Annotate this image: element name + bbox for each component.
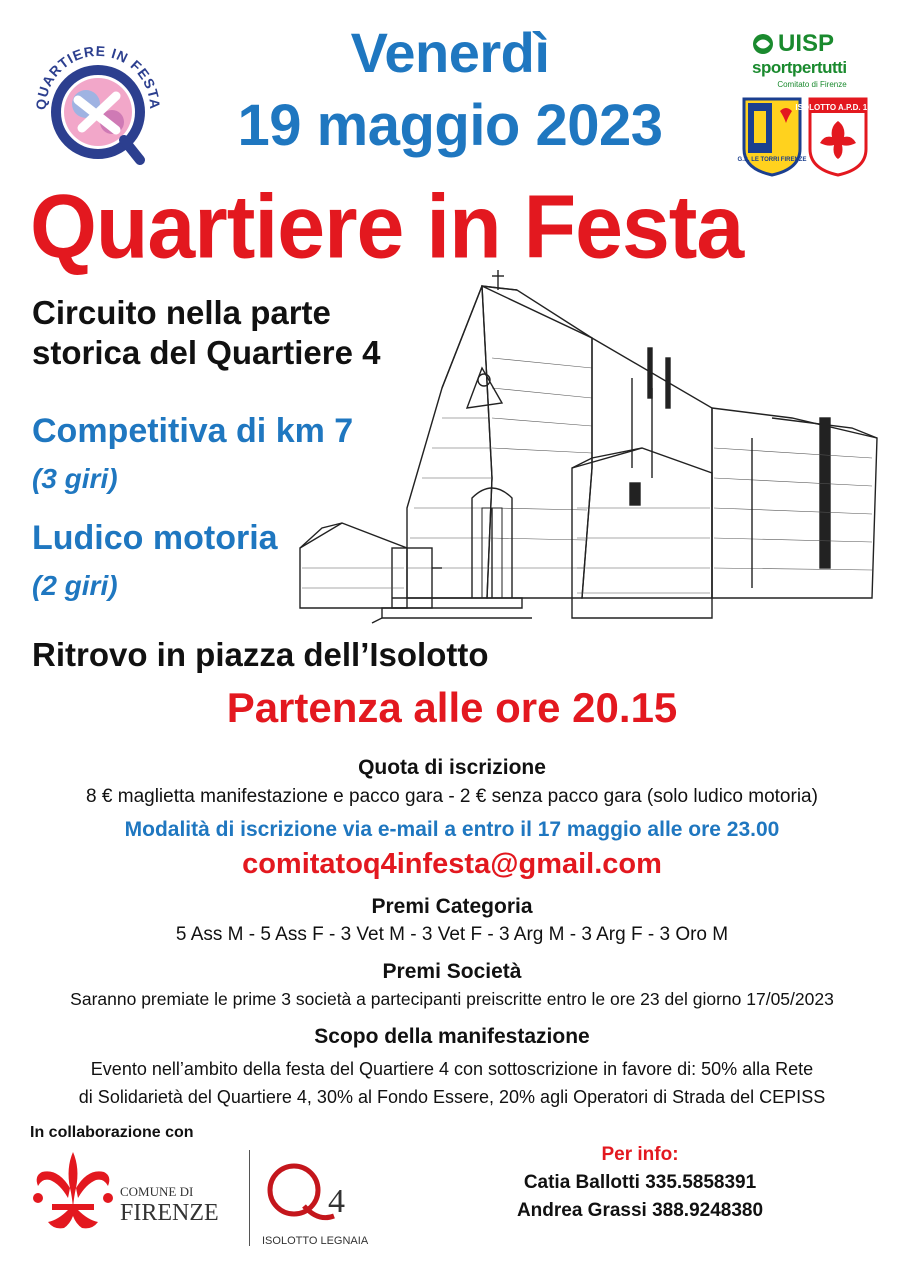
contact-email[interactable]: comitatoq4infesta@gmail.com — [242, 848, 662, 880]
comune-firenze-logo — [28, 1148, 238, 1238]
scopo-heading: Scopo della manifestazione — [314, 1025, 590, 1048]
scopo-line-1: Evento nell’ambito della festa del Quartiere 4 con sottoscrizione in favore di: 50% alla Rete — [90, 1059, 814, 1079]
fleur-de-lis-icon — [33, 1152, 113, 1228]
circuito-line-1: Circuito nella parte — [32, 294, 331, 331]
circuito-description — [32, 293, 452, 373]
q4fest-logo-text: QUARTIERE IN FESTA — [32, 42, 164, 111]
uisp-subtitle: Comitato di Firenze — [777, 80, 847, 89]
scopo-text — [0, 1055, 904, 1111]
info-heading: Per info: — [601, 1144, 679, 1165]
registration-method: Modalità di iscrizione via e-mail a entro il 17 maggio alle ore 23.00 — [124, 818, 780, 841]
uisp-logo — [752, 30, 872, 89]
firenze-line-2: FIRENZE — [120, 1200, 219, 1226]
premi-categoria-heading: Premi Categoria — [371, 895, 533, 918]
scopo-line-2: di Solidarietà del Quartiere 4, 30% al Fondo Essere, 20% agli Operatori di Strada del CEPISS — [78, 1087, 826, 1107]
premi-societa-heading: Premi Società — [382, 960, 522, 983]
ludico-label: Ludico motoria — [32, 519, 278, 557]
le-torri-shield-logo — [737, 97, 807, 177]
firenze-line-1: COMUNE DI — [120, 1184, 194, 1199]
info-box — [480, 1144, 800, 1222]
quartiere-in-festa-logo — [28, 30, 168, 170]
isolotto-shield-logo — [795, 97, 881, 177]
quota-heading: Quota di iscrizione — [358, 756, 546, 779]
ludico-laps: (2 giri) — [32, 570, 118, 601]
main-title: Quartiere in Festa — [30, 176, 744, 278]
q4-text: ISOLOTTO LEGNAIA — [262, 1235, 369, 1247]
contact-1: Catia Ballotti 335.5858391 — [523, 1172, 757, 1193]
svg-text:4: 4 — [328, 1183, 345, 1220]
uisp-name: UISP — [778, 30, 835, 57]
quota-text: 8 € maglietta manifestazione e pacco gara - 2 € senza pacco gara (solo ludico motoria) — [86, 786, 818, 807]
premi-categoria-text: 5 Ass M - 5 Ass F - 3 Vet M - 3 Vet F - 3 Arg M - 3 Arg F - 3 Oro M — [175, 924, 729, 945]
circuito-line-2: storica del Quartiere 4 — [32, 334, 381, 371]
competitiva-label: Competitiva di km 7 — [32, 412, 354, 450]
isolotto-text: ISOLOTTO A.P.D. 1980 — [795, 103, 881, 112]
event-date: 19 maggio 2023 — [237, 93, 663, 158]
start-time: Partenza alle ore 20.15 — [226, 684, 678, 731]
contact-2: Andrea Grassi 388.9248380 — [516, 1200, 764, 1221]
meeting-point: Ritrovo in piazza dell’Isolotto — [32, 636, 489, 673]
logo-divider — [249, 1150, 250, 1246]
uisp-globe-icon — [752, 33, 774, 55]
q4-isolotto-legnaia-logo — [262, 1160, 402, 1250]
event-day: Venerdì — [350, 21, 550, 84]
premi-societa-text: Saranno premiate le prime 3 società a partecipanti preiscritte entro le ore 23 del giorno 17/05/2023 — [70, 989, 834, 1009]
competitiva-laps: (3 giri) — [32, 463, 118, 494]
collaboration-label: In collaborazione con — [30, 1124, 194, 1141]
uisp-tagline: sportpertutti — [752, 58, 847, 77]
torri-text: G.S. LE TORRI FIRENZE — [737, 157, 807, 163]
